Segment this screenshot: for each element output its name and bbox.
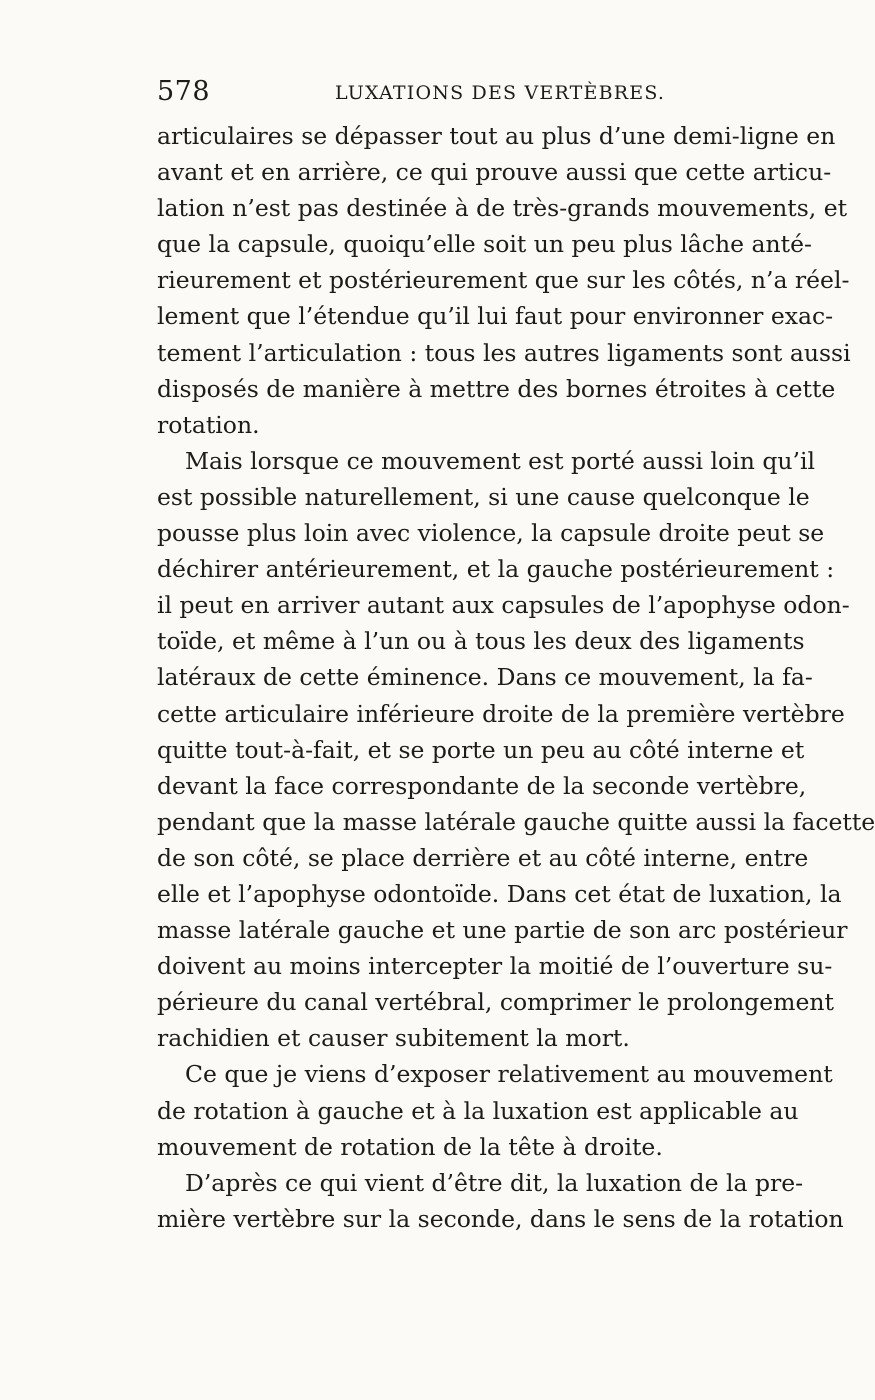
text-line: disposés de manière à mettre des bornes étroites à cette bbox=[157, 374, 836, 403]
text-line: elle et l’apophyse odontoïde. Dans cet état de luxation, la bbox=[157, 879, 842, 908]
text-line: cette articulaire inférieure droite de la première vertèbre bbox=[157, 699, 845, 728]
text-line: de rotation à gauche et à la luxation est applicable au bbox=[157, 1096, 799, 1125]
text-line: quitte tout-à-fait, et se porte un peu au côté interne et bbox=[157, 735, 805, 764]
text-line: déchirer antérieurement, et la gauche postérieurement : bbox=[157, 555, 835, 584]
page-number: 578 bbox=[157, 76, 211, 107]
text-line: pousse plus loin avec violence, la capsule droite peut se bbox=[157, 519, 825, 548]
text-line: de son côté, se place derrière et au côté interne, entre bbox=[157, 843, 809, 872]
text-line: articulaires se dépasser tout au plus d’une demi-ligne en bbox=[157, 122, 836, 150]
page-header bbox=[157, 76, 767, 110]
text-line: lement que l’étendue qu’il lui faut pour environner exac- bbox=[157, 302, 834, 331]
text-line: rieurement et postérieurement que sur les côtés, n’a réel- bbox=[157, 266, 850, 295]
text-line: périeure du canal vertébral, comprimer le prolongement bbox=[157, 988, 834, 1017]
text-line: Ce que je viens d’exposer relativement au mouvement bbox=[185, 1060, 833, 1089]
text-line: doivent au moins intercepter la moitié de l’ouverture su- bbox=[157, 952, 833, 981]
text-line: latéraux de cette éminence. Dans ce mouvement, la fa- bbox=[157, 663, 813, 692]
text-line: est possible naturellement, si une cause quelconque le bbox=[157, 482, 810, 511]
text-line: mière vertèbre sur la seconde, dans le sens de la rotation bbox=[157, 1204, 844, 1233]
text-line: avant et en arrière, ce qui prouve aussi que cette articu- bbox=[157, 158, 832, 187]
text-line: lation n’est pas destinée à de très-grands mouvements, et bbox=[157, 194, 848, 223]
running-head: LUXATIONS DES VERTÈBRES. bbox=[335, 82, 666, 104]
text-line: Mais lorsque ce mouvement est porté aussi loin qu’il bbox=[185, 446, 816, 475]
text-line: masse latérale gauche et une partie de son arc postérieur bbox=[157, 916, 848, 945]
text-line: tement l’articulation : tous les autres ligaments sont aussi bbox=[157, 338, 851, 367]
body-text bbox=[157, 118, 875, 1237]
text-line: D’après ce qui vient d’être dit, la luxation de la pre- bbox=[185, 1168, 804, 1197]
text-line: rachidien et causer subitement la mort. bbox=[157, 1024, 630, 1053]
text-line: mouvement de rotation de la tête à droite. bbox=[157, 1132, 663, 1161]
text-line: pendant que la masse latérale gauche quitte aussi la facette bbox=[157, 807, 875, 836]
text-line: il peut en arriver autant aux capsules de l’apophyse odon- bbox=[157, 591, 850, 620]
text-line: que la capsule, quoiqu’elle soit un peu plus lâche anté- bbox=[157, 230, 812, 259]
text-line: devant la face correspondante de la seconde vertèbre, bbox=[157, 771, 807, 800]
text-line: rotation. bbox=[157, 410, 260, 439]
text-line: toïde, et même à l’un ou à tous les deux des ligaments bbox=[157, 627, 805, 656]
